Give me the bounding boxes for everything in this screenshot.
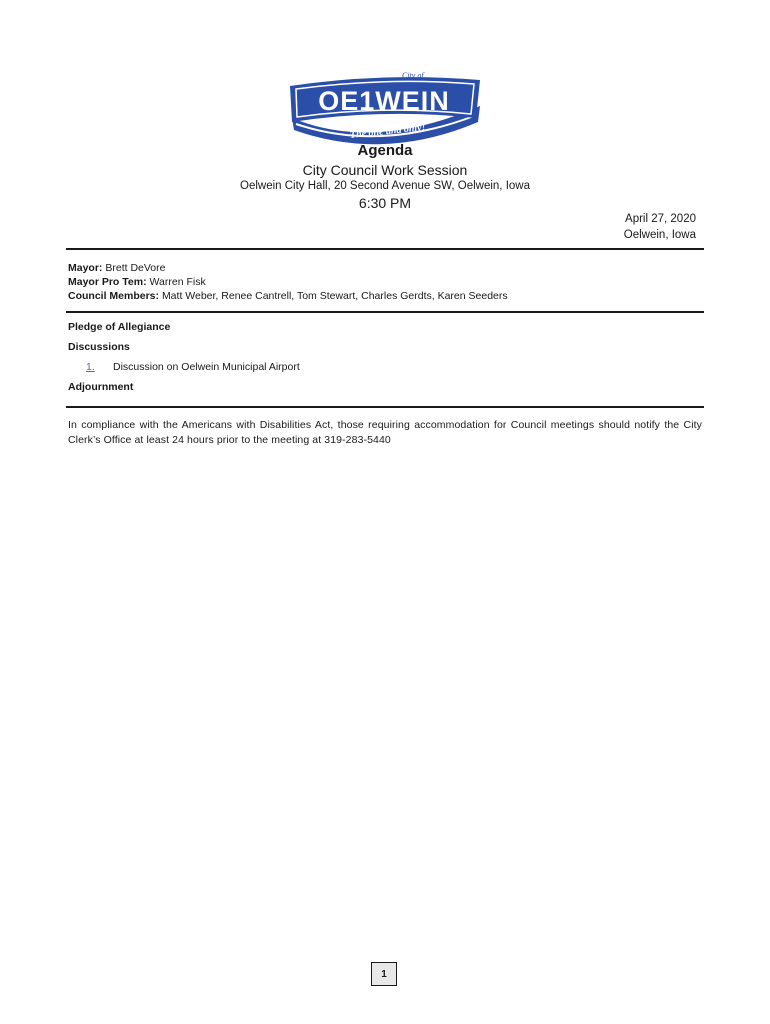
meeting-type: City Council Work Session [302,162,468,178]
ada-notice: In compliance with the Americans with Disabilities Act, those requiring accommodation for Council meetings should notify the City Clerk’s Office at least 24 hours prior to the meeting at 319-283-5440 [68,419,702,446]
pro-tem-label: Mayor Pro Tem: [68,276,147,288]
mayor-name: Brett DeVore [105,262,166,274]
item-text: Discussion on Oelwein Municipal Airport [113,361,300,373]
meeting-place: Oelwein, Iowa [623,229,696,241]
mayor-line [68,261,508,275]
meeting-time: 6:30 PM [358,195,412,211]
pro-tem-name: Warren Fisk [149,276,206,288]
page-title: Agenda [357,142,413,159]
logo-tagline: The one and only! [349,122,427,141]
divider [66,311,704,313]
divider [66,248,704,250]
meeting-location: Oelwein City Hall, 20 Second Avenue SW, Oelwein, Iowa [240,180,530,192]
discussions-heading: Discussions [68,341,130,353]
council-line [68,289,508,303]
officials-list [68,261,508,303]
council-names: Matt Weber, Renee Cantrell, Tom Stewart, Charles Gerdts, Karen Seeders [161,290,508,302]
divider [66,406,704,408]
pledge-heading: Pledge of Allegiance [68,321,171,333]
adjournment-heading: Adjournment [68,381,134,393]
council-label: Council Members: [68,290,160,302]
date-block [624,211,696,243]
agenda-items [68,320,708,400]
item-number-link[interactable]: 1. [86,361,95,373]
city-of-oelwein-logo [284,66,484,148]
list-item [68,360,708,380]
mayor-label: Mayor: [68,262,103,274]
page-number: 1 [371,962,397,986]
logo-small-text: City of [402,71,424,80]
pro-tem-line [68,275,508,289]
logo-main-text: OE1WEIN [318,86,450,116]
meeting-date: April 27, 2020 [625,213,696,225]
